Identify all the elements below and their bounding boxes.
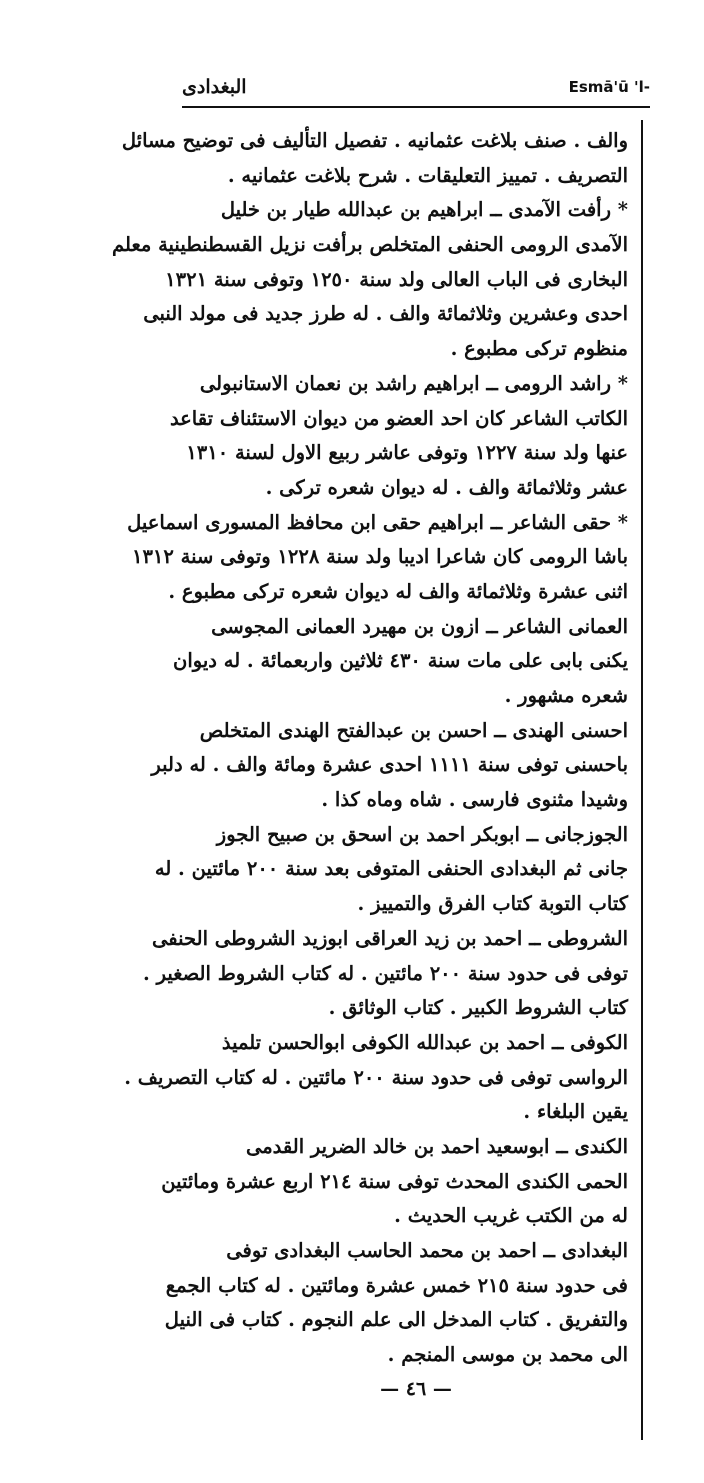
text-line: التصريف . تمييز التعليقات . شرح بلاغت عثمانيه . <box>227 163 628 187</box>
text-line: الكوفى ــ احمد بن عبدالله الكوفى ابوالحسن تلميذ <box>221 1030 628 1054</box>
header-running-head: Esmā'ū 'l- <box>568 78 650 96</box>
text-line: فى حدود سنة ٢١٥ خمس عشرة ومائتين . له كتاب الجمع <box>165 1273 628 1297</box>
text-line: الجوزجانى ــ ابوبكر احمد بن اسحق بن صبيح الجوز <box>216 822 628 846</box>
text-line: الآمدى الرومى الحنفى المتخلص برأفت نزيل القسطنطينية معلم <box>112 233 628 257</box>
text-line: الكاتب الشاعر كان احد العضو من ديوان الاستئناف تقاعد <box>169 406 628 430</box>
text-line: يكنى بابى على مات سنة ٤٣٠ ثلاثين واربعمائة . له ديوان <box>173 649 628 673</box>
header-title: البغدادى <box>182 76 247 98</box>
page-number: — ٤٦ — <box>380 1378 452 1400</box>
text-line: * حقى الشاعر ــ ابراهيم حقى ابن محافظ المسورى اسماعيل <box>127 510 628 534</box>
text-line: الرواسى توفى فى حدود سنة ٢٠٠ مائتين . له كتاب التصريف . <box>124 1065 628 1089</box>
text-line: والف . صنف بلاغت عثمانيه . تفصيل التأليف فى توضيح مسائل <box>121 129 628 152</box>
text-line: جانى ثم البغدادى الحنفى المتوفى بعد سنة ٢٠٠ مائتين . له <box>154 857 628 881</box>
text-line: والتفريق . كتاب المدخل الى علم النجوم . كتاب فى النيل <box>164 1308 628 1332</box>
text-line: العمانى الشاعر ــ ازون بن مهيرد العمانى المجوسى <box>211 614 628 638</box>
text-line: الشروطى ــ احمد بن زيد العراقى ابوزيد الشروطى الحنفى <box>152 926 628 950</box>
text-line: البخارى فى الباب العالى ولد سنة ١٢٥٠ وتوفى سنة ١٣٢١ <box>165 267 628 291</box>
text-line: البغدادى ــ احمد بن محمد الحاسب البغدادى توفى <box>226 1239 628 1262</box>
text-line: منظوم تركى مطبوع . <box>450 337 628 361</box>
text-line: يقين البلغاء . <box>523 1100 628 1124</box>
running-header <box>182 76 650 106</box>
text-line: كتاب التوبة كتاب الفرق والتمييز . <box>357 892 628 916</box>
body-text <box>112 124 628 1373</box>
text-line: الى محمد بن موسى المنجم . <box>387 1343 628 1367</box>
text-line: * رأفت الآمدى ــ ابراهيم بن عبدالله طيار بن خليل <box>220 198 628 222</box>
text-line: عشر وثلاثمائة والف . له ديوان شعره تركى . <box>265 475 628 499</box>
text-line: باحسنى توفى سنة ١١١١ احدى عشرة ومائة والف . له دلبر <box>151 753 628 777</box>
text-line: الحمى الكندى المحدث توفى سنة ٢١٤ اربع عشرة ومائتين <box>161 1169 628 1193</box>
text-line: * راشد الرومى ــ ابراهيم راشد بن نعمان الاستانبولى <box>199 371 628 395</box>
text-line: احدى وعشرين وثلاثمائة والف . له طرز جديد فى مولد النبى <box>143 302 628 326</box>
text-line: اثنى عشرة وثلاثمائة والف له ديوان شعره تركى مطبوع . <box>168 579 628 603</box>
text-line: باشا الرومى كان شاعرا اديبا ولد سنة ١٢٢٨ وتوفى سنة ١٣١٢ <box>131 545 628 569</box>
margin-rule <box>641 120 643 1440</box>
text-line: توفى فى حدود سنة ٢٠٠ مائتين . له كتاب الشروط الصغير . <box>143 961 628 985</box>
text-line: شعره مشهور . <box>504 684 628 707</box>
text-line: الكندى ــ ابوسعيد احمد بن خالد الضرير القدمى <box>245 1134 628 1158</box>
text-line: وشيدا مثنوى فارسى . شاه وماه كذا . <box>321 788 628 812</box>
text-line: عنها ولد سنة ١٢٢٧ وتوفى عاشر ربيع الاول لسنة ١٣١٠ <box>186 441 628 465</box>
text-line: احسنى الهندى ــ احسن بن عبدالفتح الهندى المتخلص <box>199 718 628 742</box>
text-line: له من الكتب غريب الحديث . <box>394 1204 628 1228</box>
text-line: كتاب الشروط الكبير . كتاب الوثائق . <box>328 996 628 1020</box>
header-rule <box>182 106 650 108</box>
